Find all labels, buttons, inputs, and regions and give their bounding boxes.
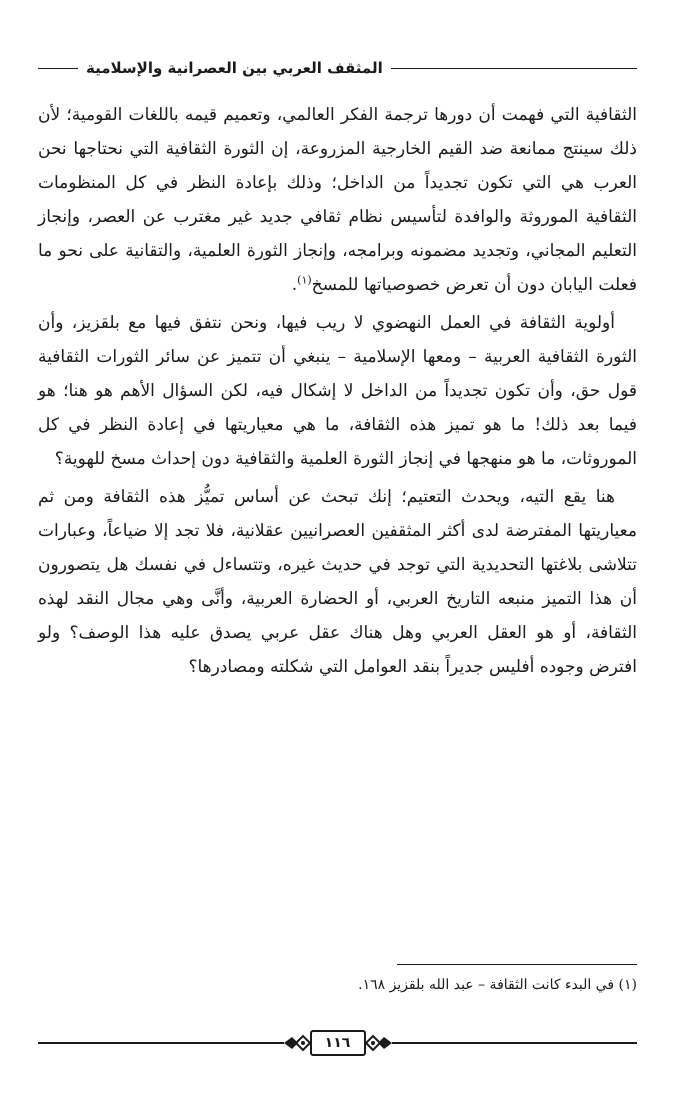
footnote-reference[interactable]: (١) bbox=[297, 273, 312, 287]
paragraph-3: هنا يقع التيه، ويحدث التعتيم؛ إنك تبحث عن أساس تميُّز هذه الثقافة ومن ثم معياريتها المفترضة لدى أكثر المثقفين العصرانيين عقلانية، فلا تجد إلا ضياعاً، وعبارات تتلاشى بلاغتها التحديدية التي توجد في حديث غيره، وتتساءل في نفسك هل يتصورون أن هذا التميز منبعه التاريخ العربي، أو الحضارة العربية، وأنَّى وهي مجال النقد لهذه الثقافة، أو هو العقل العربي وهل هناك عقل عربي يصدق عليه هذا الوصف؟ ولو افترض وجوده أفليس جديراً بنقد العوامل التي شكلته ومصادرها؟ bbox=[38, 487, 637, 677]
page-number-ornament bbox=[284, 1030, 392, 1056]
page-number: ١١٦ bbox=[310, 1030, 366, 1056]
paragraph-2: أولوية الثقافة في العمل النهضوي لا ريب فيها، ونحن نتفق فيها مع بلقزيز، وأن الثورة الثقافية العربية – ومعها الإسلامية – ينبغي أن تتميز عن سائر الثورات الثقافية قول حق، وأن تكون تجديداً من الداخل لا إشكال فيه، لكن السؤال الأهم هو هنا؛ هو فيما بعد ذلك! ما هو تميز هذه الثقافة، ما هي معياريتها في إعادة النظر في كل الموروثات، ما هو منهجها في إنجاز الثورة العلمية والثقافية دون إحداث مسخ للهوية؟ bbox=[38, 313, 637, 469]
paragraph-1-text: الثقافية التي فهمت أن دورها ترجمة الفكر العالمي، وتعميم قيمه باللغات القومية؛ لأن ذلك سينتج ممانعة ضد القيم الخارجية المزروعة، إن الثورة الثقافية التي نحتاجها نحن العرب هي التي تكون تجديداً من الداخل؛ وذلك بإعادة النظر في كل المنظومات الثقافية الموروثة والوافدة لتأسيس نظام ثقافي جديد غير مغترب عن العصر، وإنجاز التعليم المجاني، وتجديد مضمونه وبرامجه، وإنجاز الثورة العلمية، والتقانية على نحو ما فعلت اليابان دون أن تعرض خصوصياتها للمسخ bbox=[38, 105, 637, 295]
paragraph-1 bbox=[38, 98, 637, 302]
body-text bbox=[38, 98, 637, 684]
footnote-1: (١) في البدء كانت الثقافة – عبد الله بلقزيز ١٦٨. bbox=[358, 977, 637, 993]
running-title: المثقف العربي بين العصرانية والإسلامية bbox=[86, 59, 383, 77]
ornament-left-icon bbox=[284, 1032, 310, 1054]
header-rule-left bbox=[38, 68, 78, 69]
footnote-rule bbox=[397, 964, 637, 965]
header-rule-right bbox=[391, 68, 637, 69]
ornament-right-icon bbox=[366, 1032, 392, 1054]
running-header bbox=[38, 56, 637, 80]
page-footer bbox=[38, 1028, 637, 1058]
footer-rule-right bbox=[392, 1042, 638, 1044]
paragraph-1-end: . bbox=[291, 275, 298, 295]
footer-rule-left bbox=[38, 1042, 284, 1044]
